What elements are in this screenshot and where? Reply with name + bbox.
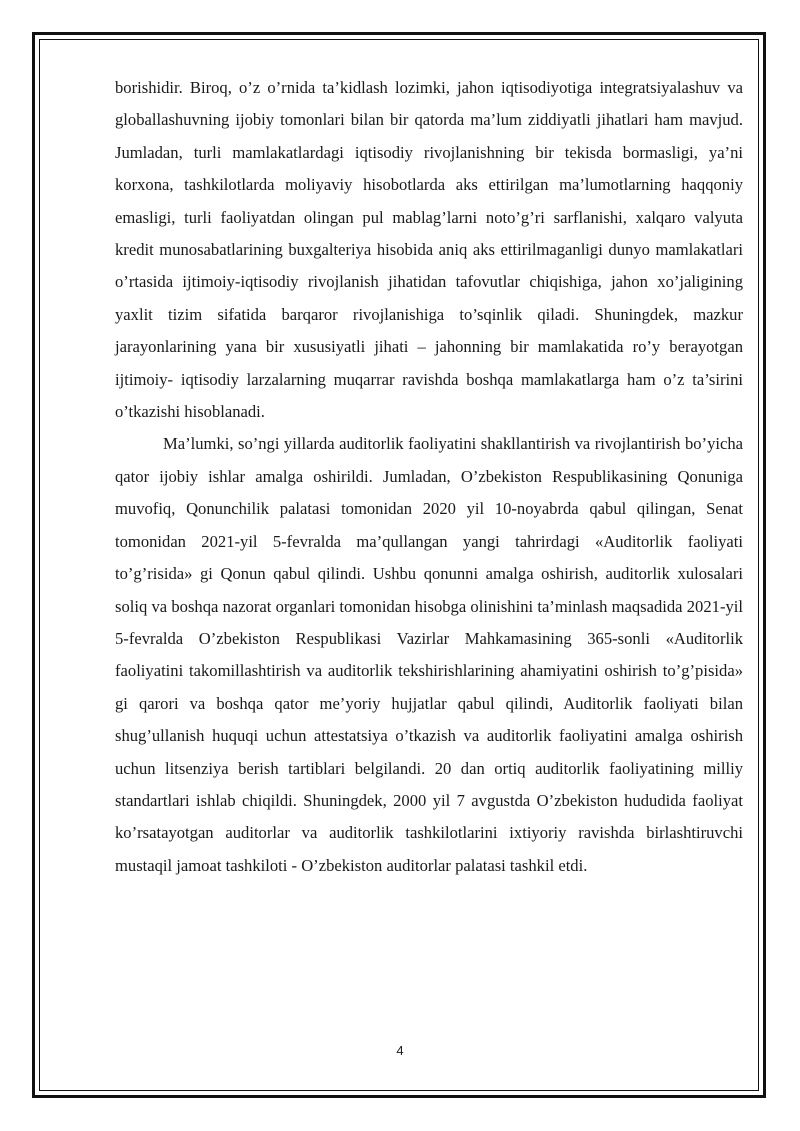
document-body [115,72,743,882]
page-number: 4 [396,1043,404,1058]
paragraph-1: borishidir. Biroq, o’z o’rnida ta’kidlash lozimki, jahon iqtisodiyotiga integratsiyalashuv va globallashuvning ijobiy tomonlari bilan bir qatorda ma’lum ziddiyatli jihatlari ham mavjud. Jumladan, turli mamlakatlardagi iqtisodiy rivojlanishning bir tekisda bormasligi, ya’ni korxona, tashkilotlarda moliyaviy hisobotlarda aks ettirilgan ma’lumotlarning haqqoniy emasligi, turli faoliyatdan olingan pul mablag’larni noto’g’ri sarflanishi, xalqaro valyuta kredit munosabatlarining buxgalteriya hisobida aniq aks ettirilmaganligi dunyo mamlakatlari o’rtasida ijtimoiy-iqtisodiy rivojlanish jihatidan tafovutlar chiqishiga, jahon xo’jaligining yaxlit tizim sifatida barqaror rivojlanishiga to’sqinlik qiladi. Shuningdek, mazkur jarayonlarining yana bir xususiyatli jihati – jahonning bir mamlakatida ro’y berayotgan ijtimoiy- iqtisodiy larzalarning muqarrar ravishda boshqa mamlakatlarga ham o’z ta’sirini o’tkazishi hisoblanadi. [115,78,743,422]
paragraph-2: Ma’lumki, so’ngi yillarda auditorlik faoliyatini shakllantirish va rivojlantirish bo’yicha qator ijobiy ishlar amalga oshirildi. Jumladan, O’zbekiston Respublikasining Qonuniga muvofiq, Qonunchilik palatasi tomonidan 2020 yil 10-noyabrda qabul qilingan, Senat tomonidan 2021-yil 5-fevralda ma’qullangan yangi tahrirdagi «Auditorlik faoliyati to’g’risida» gi Qonun qabul qilindi. Ushbu qonunni amalga oshirish, auditorlik xulosalari soliq va boshqa nazorat organlari tomonidan hisobga olinishini ta’minlash maqsadida 2021-yil 5-fevralda O’zbekiston Respublikasi Vazirlar Mahkamasining 365-sonli «Auditorlik faoliyatini takomillashtirish va auditorlik tekshirishlarining ahamiyatini oshirish to’g’pisida» gi qarori va boshqa qator me’yoriy hujjatlar qabul qilindi, Auditorlik faoliyati bilan shug’ullanish huquqi uchun attestatsiya o’tkazish va auditorlik faoliyatini amalga oshirish uchun litsenziya berish tartiblari belgilandi. 20 dan ortiq auditorlik faoliyatining milliy standartlari ishlab chiqildi. Shuningdek, 2000 yil 7 avgustda O’zbekiston hududida faoliyat ko’rsatayotgan auditorlar va auditorlik tashkilotlarini ixtiyoriy ravishda birlashtiruvchi mustaqil jamoat tashkiloti - O’zbekiston auditorlar palatasi tashkil etdi. [115,434,743,875]
